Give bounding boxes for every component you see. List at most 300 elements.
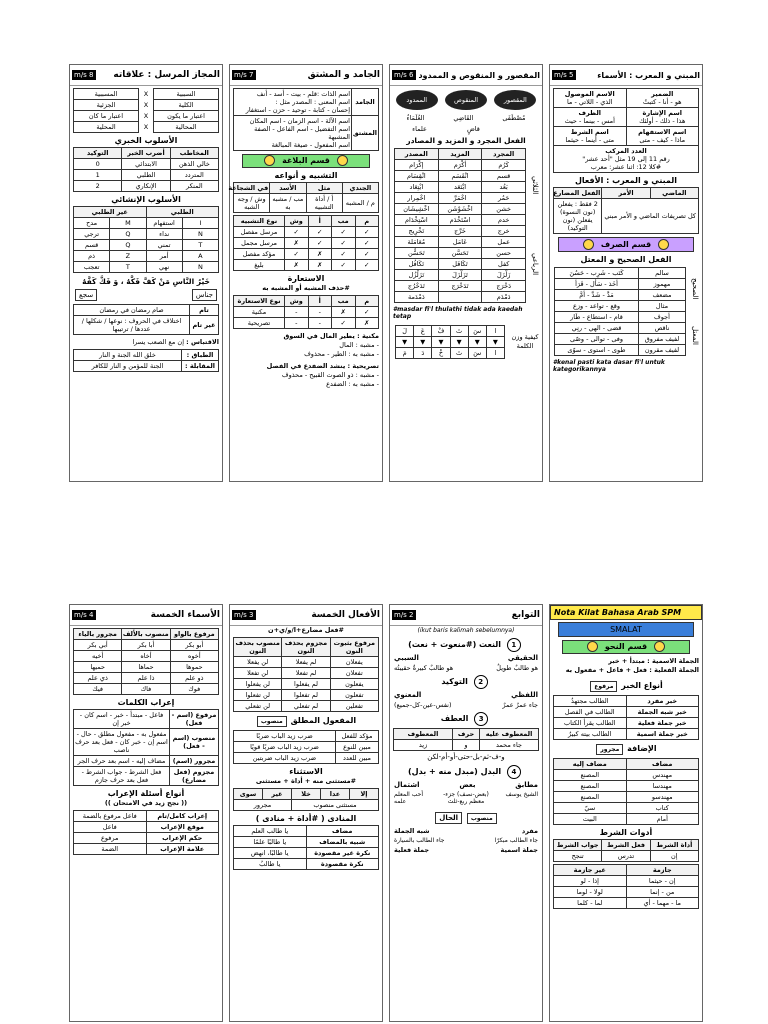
cell: ترجي xyxy=(74,229,110,240)
cell: حماها xyxy=(122,662,170,673)
cell: حميها xyxy=(74,662,122,673)
cell: نكرة غير مقصودة xyxy=(306,848,379,859)
cell: السببية xyxy=(154,89,219,100)
cell: منصوب (اسم - فعل) xyxy=(170,729,219,756)
label: اسم الشرط xyxy=(570,128,609,136)
panel-4-asma xyxy=(69,604,223,1022)
cell: الإنكاري xyxy=(122,181,170,192)
cell: ✓ xyxy=(355,307,379,318)
cell: M xyxy=(110,218,146,229)
cell: لفيف مفروق xyxy=(639,334,686,345)
cell: X xyxy=(143,112,149,120)
tawkid-examples xyxy=(390,701,542,709)
irab-table xyxy=(73,709,219,786)
table-row xyxy=(74,833,219,844)
table-row xyxy=(234,742,379,753)
banner-text: قسم الصرف xyxy=(600,240,652,249)
cell: إن xyxy=(650,851,698,862)
example: أحب المعلم علمه xyxy=(394,791,424,805)
jinas-label: جناس xyxy=(192,289,217,301)
heading-text: النعت (#منعوت + نعت) xyxy=(408,640,502,649)
table-row xyxy=(234,679,379,690)
table-row xyxy=(554,770,699,781)
cell xyxy=(554,146,699,173)
example: جاء الطالب مبكرًا xyxy=(494,837,538,844)
table-row xyxy=(554,851,699,862)
cell: لن تفعلي xyxy=(234,701,282,712)
smiley-icon xyxy=(264,155,275,166)
cell: N xyxy=(182,229,218,240)
col-header: المجرد xyxy=(482,149,526,160)
cell: المحلية xyxy=(74,122,139,133)
panel-8-majaz xyxy=(69,64,223,482)
cell: ✓ xyxy=(285,227,309,238)
cell xyxy=(554,108,627,127)
cell: علامة الإعراب xyxy=(146,844,219,855)
cell: مرفوع (اسم - فعل) xyxy=(170,710,219,729)
cell: تعجب xyxy=(74,262,110,273)
col-header: مجزوم بحذف النون xyxy=(282,638,330,657)
saj-label: سجع xyxy=(75,289,97,301)
page-badge: m/s 2 xyxy=(394,611,414,619)
cell: كل تصريفات الماضي و الأمر مبني xyxy=(602,199,699,234)
cell: ✓ xyxy=(355,227,379,238)
table-row xyxy=(74,729,219,756)
cell: مثال xyxy=(639,301,686,312)
col-header: م xyxy=(355,296,379,307)
heading-text: الحال xyxy=(435,812,462,824)
cell: الجنة للمؤمن و النار للكافر xyxy=(74,361,182,372)
cell: سيّ xyxy=(554,803,627,814)
cell: تدرس xyxy=(602,851,650,862)
table-row xyxy=(234,731,379,742)
smiley-icon xyxy=(583,239,594,250)
cell: دَ xyxy=(414,348,432,359)
cell: 0 xyxy=(74,159,122,170)
cell: مَ xyxy=(396,348,414,359)
table-row xyxy=(395,204,526,215)
cell: لن تفعلا xyxy=(234,668,282,679)
col-header: وش xyxy=(285,296,309,307)
cell: اختلاف في الحروف : نوعها / شكلها / عددها / ترتيبها xyxy=(74,316,190,335)
cell: - xyxy=(308,318,332,329)
line: - مشبه به : الطير - محذوف xyxy=(304,350,379,358)
cell: تنجح xyxy=(554,851,602,862)
col-header: خلا xyxy=(292,789,321,800)
cell: المشتق xyxy=(352,116,379,151)
banner-text: قسم البلاغة xyxy=(282,156,330,165)
cell: الجزئية xyxy=(74,100,139,111)
cell: حَمُر xyxy=(482,193,526,204)
arrow-down-icon: ▼ xyxy=(432,337,450,348)
page-badge: m/s 4 xyxy=(74,611,94,619)
iqtibas-row xyxy=(70,338,222,347)
cell: فاعل xyxy=(74,822,147,833)
tawkid-heading xyxy=(390,675,542,689)
cell: شبيه بالمضاف xyxy=(306,837,379,848)
example: مُصْطَفَى xyxy=(502,114,526,122)
wazn-wrap xyxy=(390,323,542,361)
cell: أمام xyxy=(626,814,699,825)
filiyya-text: الجملة الفعلية : فعل + فاعل + مفعول به xyxy=(565,666,699,674)
khabari-table xyxy=(73,147,219,192)
line: اسم التفضيل - اسم الفاعل - الصفة المشبهة xyxy=(254,125,350,141)
cell: فاعل مرفوع بالضمة xyxy=(74,811,147,822)
cell: مدح xyxy=(74,218,110,229)
cell: - xyxy=(285,318,309,329)
relations-table xyxy=(73,88,219,133)
section-title: المنادى ( #أداة + منادى ) xyxy=(255,814,357,823)
cell: أبا بكر xyxy=(122,640,170,651)
jinas-saj-row xyxy=(70,288,222,302)
cell: تَكَافُل xyxy=(395,259,439,270)
badal-types xyxy=(390,781,542,789)
cell: و xyxy=(453,740,480,751)
col-header: المعطوف عليه xyxy=(480,729,539,740)
cell: الضمة xyxy=(74,844,147,855)
section-title: المبني و المعرب : الأفعال xyxy=(574,176,678,185)
cell: لم يفعلا xyxy=(282,657,330,668)
col-header: أ xyxy=(308,296,332,307)
tawkid-types xyxy=(390,691,542,699)
cell: أجوف xyxy=(639,312,686,323)
cell: تَدَحْرُج xyxy=(395,281,439,292)
tashbih-types-table xyxy=(233,215,379,271)
cell: تفعلين xyxy=(330,701,378,712)
cell: مؤكد للفعل xyxy=(336,731,379,742)
col-header: جازمة xyxy=(626,865,699,876)
wazn-table xyxy=(395,325,505,359)
line: تصريحية : ينشد الضفدع في الفصل xyxy=(266,362,379,370)
cell: تفعلان xyxy=(330,668,378,679)
cell: ابْتِعَاد xyxy=(395,182,439,193)
cell: ا xyxy=(486,348,504,359)
cell: ذم xyxy=(74,251,110,262)
label: الاسم الموصول xyxy=(564,90,615,98)
cell: خبر جملة فعلية xyxy=(626,718,699,729)
cell: مستثنى منصوب xyxy=(292,800,379,811)
cell: أمر xyxy=(146,251,182,262)
cell: مهندسو xyxy=(626,792,699,803)
heading-text: أنواع الخبر xyxy=(621,681,663,690)
cell: نكرة مقصودة xyxy=(306,859,379,870)
cell: خبر مفرد xyxy=(626,696,699,707)
badal-heading xyxy=(390,765,542,779)
table-row xyxy=(555,312,686,323)
section-subtitle: #فعل مضارع+ا/و/ي+ن xyxy=(268,626,344,634)
cell: يا طالبًا علمًا xyxy=(234,837,307,848)
cell: المصنع xyxy=(554,770,627,781)
table-row xyxy=(555,301,686,312)
cell: مضاف xyxy=(306,826,379,837)
cell: نداء xyxy=(146,229,182,240)
cell: خبر شبه الجملة xyxy=(626,707,699,718)
cell: مضعف xyxy=(639,290,686,301)
cell: ذا علم xyxy=(122,673,170,684)
fil-wrap xyxy=(390,146,542,305)
afal-table xyxy=(553,187,699,234)
cell: ✓ xyxy=(332,227,356,238)
col-header: نوع الاستعارة xyxy=(234,296,285,307)
smiley-icon xyxy=(654,641,665,652)
heading-text: العطف xyxy=(440,714,469,723)
label: الضمير xyxy=(651,90,674,98)
heading-text: الإضافة xyxy=(627,744,657,753)
table-row xyxy=(74,756,219,767)
cell: إن - حيثما xyxy=(626,876,699,887)
sahih-side-labels xyxy=(688,265,702,358)
col-header: وش xyxy=(285,216,309,227)
badal-examples xyxy=(390,791,542,805)
cell: ✓ xyxy=(308,238,332,249)
smiley-icon xyxy=(337,155,348,166)
table-row xyxy=(234,837,379,848)
cell: 2 فقط : يفعلن (نون النسوة) يفعلن (نون التوكيد) xyxy=(554,199,602,234)
type-label: المعنوي xyxy=(394,691,422,699)
smiley-icon xyxy=(587,641,598,652)
naat-types xyxy=(390,654,542,662)
thulathi-label: الثلاثي xyxy=(531,175,539,194)
cell: الكلية xyxy=(154,100,219,111)
table-row xyxy=(395,281,526,292)
table-row xyxy=(395,248,526,259)
page-badge: m/s 8 xyxy=(74,71,94,79)
cell: كَرُم xyxy=(482,160,526,171)
table-row xyxy=(395,270,526,281)
cell: أبو بكر xyxy=(170,640,218,651)
line: - مشبه : المال xyxy=(339,341,379,349)
cell: ما - مهما - أي xyxy=(626,898,699,909)
type-label: شبه الجملة xyxy=(394,827,430,835)
sahih-wrap xyxy=(550,265,702,358)
example: الشيخ يوسف xyxy=(505,791,538,798)
cell: وقع - تواعد - وزع xyxy=(555,301,639,312)
value: ماذا - كيف - متى xyxy=(639,136,686,144)
cell: ✗ xyxy=(308,249,332,260)
hal-heading xyxy=(390,811,542,825)
cell: الطالب مجتهدٌ xyxy=(554,696,627,707)
circle-examples xyxy=(392,114,540,122)
value: أمس - بينما - حيث xyxy=(564,117,615,125)
cell: زَلْزَلَ xyxy=(482,270,526,281)
cell: فْ xyxy=(432,326,450,337)
cell: المصنع xyxy=(554,781,627,792)
istiara-table xyxy=(233,295,379,329)
cell: موقع الإعراب xyxy=(146,822,219,833)
table-row xyxy=(395,182,526,193)
section-subtitle: #مستثنى منه + أداة + مستثنى xyxy=(255,777,357,785)
cell: قضى - الهي - رنِي xyxy=(555,323,639,334)
page-badge: m/s 7 xyxy=(234,71,254,79)
col-header: مرفوع بثبوت النون xyxy=(330,638,378,657)
mutlaq-table xyxy=(233,730,379,764)
cell xyxy=(626,89,699,108)
table-row xyxy=(74,640,219,651)
note-text: #masdar fi'l thulathi tidak ada kaedah tetap xyxy=(393,306,523,320)
cell: حموها xyxy=(170,662,218,673)
col-header: الأمر xyxy=(602,188,650,199)
table-row xyxy=(395,237,526,248)
smalat-banner: SMALAT xyxy=(558,622,694,637)
cell: ✓ xyxy=(332,238,356,249)
sarf-banner xyxy=(558,237,694,252)
cell: ناقص xyxy=(639,323,686,334)
cell: عَ xyxy=(414,326,432,337)
col-header: الفعل المضارع xyxy=(553,189,601,197)
fil-table xyxy=(394,148,526,303)
circle-maqsur: المقصور xyxy=(494,90,536,110)
cell: مهموز xyxy=(639,279,686,290)
cell: تَزَلْزَلَ xyxy=(438,270,482,281)
table-row xyxy=(395,259,526,270)
col-header: المعطوف xyxy=(394,729,453,740)
cell: مهندسا xyxy=(626,781,699,792)
panel-1-nahw xyxy=(549,604,703,1022)
cell: إذا - لو xyxy=(554,876,627,887)
table-row xyxy=(555,279,686,290)
cell: مرفوع xyxy=(74,833,147,844)
cell: أخاه xyxy=(122,651,170,662)
cell: لولا - لوما xyxy=(554,887,627,898)
cell: المصنع xyxy=(554,792,627,803)
arrow-down-icon: ▼ xyxy=(414,337,432,348)
col-header: مرفوع بالواو xyxy=(170,629,218,640)
cell: قسم xyxy=(74,240,110,251)
asma-khamsa-table xyxy=(73,628,219,695)
cell: دَمْدَم xyxy=(482,292,526,303)
table-row xyxy=(554,729,699,740)
col-header: جواب الشرط xyxy=(554,840,602,851)
cell: سالم xyxy=(639,268,686,279)
iqtibas-text: إن مع الصعب يسرا xyxy=(132,338,185,346)
smiley-icon xyxy=(658,239,669,250)
cell: جاء محمد xyxy=(480,740,539,751)
section-title xyxy=(230,715,382,728)
table-row xyxy=(555,268,686,279)
type-label: مفرد xyxy=(521,827,538,835)
atf-letters: و-ف-ثم-بل-حتى-أو-أم-لكن xyxy=(427,753,505,761)
cell: انْقَسَم xyxy=(438,171,482,182)
line: مكنية : يطير المال في السوق xyxy=(283,332,379,340)
table-row xyxy=(234,668,379,679)
col-header: فعل الشرط xyxy=(602,840,650,851)
atf-table xyxy=(393,728,539,751)
cell: لن تفعلوا xyxy=(234,690,282,701)
cell: أبي بكر xyxy=(74,640,122,651)
line: - مشبه به : الضفدع xyxy=(326,380,379,388)
col-header: مضاف xyxy=(626,759,699,770)
table-row xyxy=(555,323,686,334)
cell: 2 xyxy=(74,181,122,192)
cell: اخْشِيشَان xyxy=(395,204,439,215)
cell: خَرَّج xyxy=(438,226,482,237)
cell: مهندس xyxy=(626,770,699,781)
cell: خْ xyxy=(432,348,450,359)
table-row xyxy=(554,898,699,909)
cell: لن يفعلوا xyxy=(234,679,282,690)
col-header: حرف xyxy=(453,729,480,740)
cell: المقابلة : xyxy=(182,361,219,372)
panel-title: المجاز المرسل : علاقاته xyxy=(113,70,220,80)
col-header: إلا xyxy=(350,789,379,800)
table-row xyxy=(555,334,686,345)
circle-examples-2 xyxy=(392,125,540,133)
mansub-tag: منصوب xyxy=(257,716,287,727)
ismiyya-text: الجملة الاسمية : مبتدأ + خبر xyxy=(608,657,699,665)
cell: لم تفعلي xyxy=(282,701,330,712)
cell: سَ xyxy=(468,326,486,337)
col-header: المخاطب xyxy=(170,148,218,159)
table-row xyxy=(74,822,219,833)
table-row xyxy=(234,800,379,811)
panel-title: الأسماء الخمسة xyxy=(150,610,220,620)
afal-khamsa-table xyxy=(233,637,379,712)
asma-table xyxy=(553,88,699,173)
cell: لم يفعلوا xyxy=(282,679,330,690)
wazn-label: كيفية وزن الكلمة xyxy=(511,333,539,350)
cell: يفعلون xyxy=(330,679,378,690)
cell: اعتبار ما يكون xyxy=(154,111,219,122)
arrow-down-icon: ▼ xyxy=(486,337,504,348)
col-header: أضرب الخبر xyxy=(122,148,170,159)
table-row xyxy=(555,345,686,356)
cell: بليغ xyxy=(234,260,285,271)
cell: من - إنما xyxy=(626,887,699,898)
istithna-table xyxy=(233,788,379,811)
table-row xyxy=(555,290,686,301)
example: جاء عمرٌ عمرٌ xyxy=(502,701,538,709)
cell: خرج xyxy=(482,226,526,237)
insha-table xyxy=(73,206,219,273)
cell: أخيه xyxy=(74,651,122,662)
value: رقم 11 إلى 19 مثل "أحد عشر" xyxy=(582,155,670,163)
type-label: بعض xyxy=(459,781,476,789)
hal-examples xyxy=(390,837,542,844)
example: هو طالبٌ طويلٌ xyxy=(496,664,538,672)
jamid-table xyxy=(233,88,379,151)
cell: Q xyxy=(110,240,146,251)
arrow-down-icon: ▼ xyxy=(450,337,468,348)
cell: أخوه xyxy=(170,651,218,662)
tasrihiya-example xyxy=(230,362,382,389)
cell: الطلبي xyxy=(122,170,170,181)
cell: ✗ xyxy=(285,260,309,271)
cell: يا طالبُ xyxy=(234,859,307,870)
iqtibas-label: الاقتباس : xyxy=(186,338,219,346)
section-title: أنواع أسئلة الإعراب xyxy=(107,789,185,798)
idafa-heading xyxy=(550,743,702,756)
cell: ✗ xyxy=(355,318,379,329)
example: (بعض-نصف) جزء-معظم ربع-ثلث xyxy=(443,791,489,805)
table-row xyxy=(395,193,526,204)
cell: غير تام xyxy=(190,316,219,335)
cell: خبر جملة اسمية xyxy=(626,729,699,740)
cell: ابْتَعَد xyxy=(438,182,482,193)
col-header: عدا xyxy=(321,789,350,800)
cell: خلق الله الجنة و النار xyxy=(74,350,182,361)
cell: ذي علم xyxy=(74,673,122,684)
cell: - xyxy=(308,307,332,318)
cell: لم تفعلوا xyxy=(282,690,330,701)
tashbih-table xyxy=(228,182,379,213)
cell: سَ xyxy=(468,348,486,359)
hal-types-2 xyxy=(390,846,542,854)
note-text: #kenal pasti kata dasar fi'l untuk kategorikannya xyxy=(553,359,665,373)
cell: ✓ xyxy=(355,260,379,271)
cell: أخَذ - سَأل - قَرَأ xyxy=(555,279,639,290)
hal-types xyxy=(390,827,542,835)
table-row xyxy=(554,814,699,825)
